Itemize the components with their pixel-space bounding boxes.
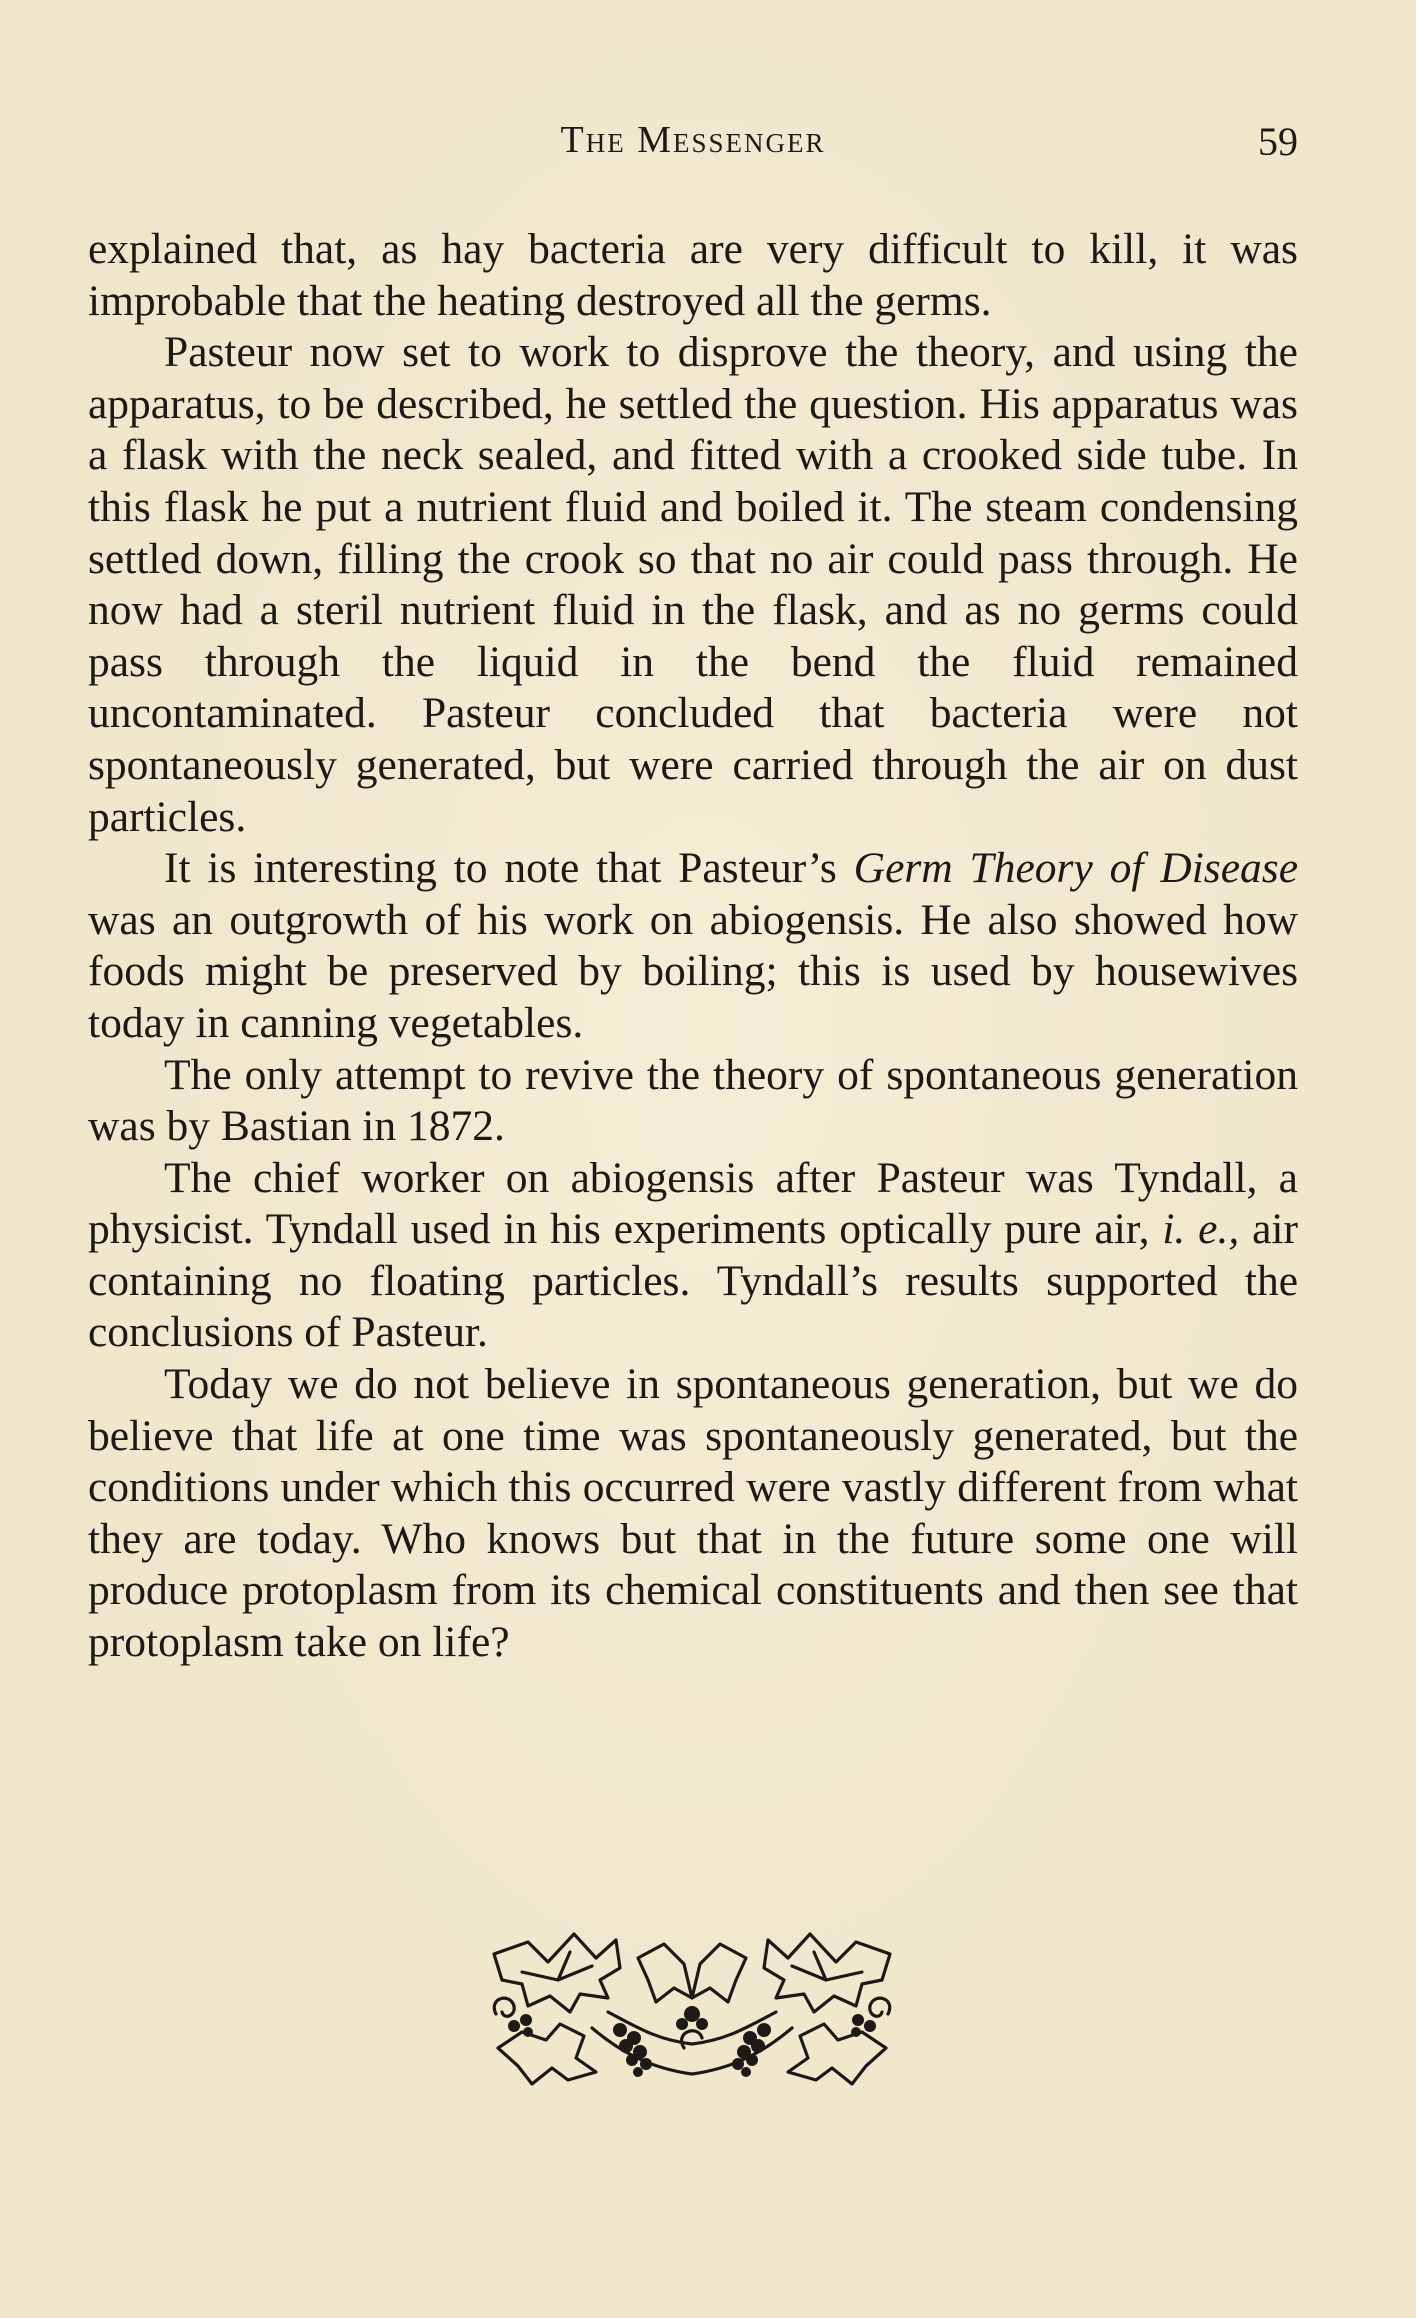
page-number: 59 xyxy=(1258,119,1298,164)
abbreviation-italic: i. e., xyxy=(1162,1205,1240,1254)
book-title-italic: Germ Theory of Disease xyxy=(853,844,1298,893)
paragraph-germ-theory xyxy=(88,843,1298,1049)
paragraph-bastian xyxy=(88,1050,1298,1153)
running-title: The Messenger xyxy=(560,119,826,161)
paragraph-text: The chief worker on abiogensis after Pasteur was Tyndall, a physicist. Tyndall used in his experiments optically pure air, xyxy=(88,1153,1298,1254)
paragraph-text: air containing no floating particles. Tyndall’s results supported the conclusions of Pasteur. xyxy=(88,1205,1298,1357)
paragraph-text: It is interesting to note that Pasteur’s xyxy=(164,844,854,893)
paragraph-continued xyxy=(88,224,1298,327)
paragraph-text: Pasteur now set to work to disprove the theory, and using the apparatus, to be described, he settled the question. His apparatus was a flask with the neck sealed, and fitted with a crooked side tube. In this flask he put a nutrient fluid and boiled it. The steam condensing settled down, filling the crook so that no air could pass through. He now had a steril nutrient fluid in the flask, and as no germs could pass through the liquid in the bend the fluid remained uncontaminated. Pasteur concluded that bacteria were not spontaneously generated, but were carried through the air on dust particles. xyxy=(88,328,1298,841)
paragraph-conclusion xyxy=(88,1359,1298,1669)
article-body xyxy=(88,224,1298,1669)
grape-leaf-ornament-icon xyxy=(488,1928,896,2088)
paragraph-pasteur-apparatus xyxy=(88,327,1298,843)
running-head xyxy=(88,118,1298,178)
paragraph-text: Today we do not believe in spontaneous generation, but we do believe that life at one time was spontaneously generated, but the conditions under which this occurred were vastly different from what they are today. Who knows but that in the future some one will produce protoplasm from its chemical constituents and then see that protoplasm take on life? xyxy=(88,1360,1298,1667)
paragraph-text: The only attempt to revive the theory of spontaneous generation was by Bastian in 1872. xyxy=(88,1050,1298,1151)
paragraph-tyndall xyxy=(88,1153,1298,1359)
paragraph-text: was an outgrowth of his work on abiogensis. He also showed how foods might be preserved by boiling; this is used by housewives today in canning vegetables. xyxy=(88,895,1298,1047)
paragraph-text: explained that, as hay bacteria are very difficult to kill, it was improbable that the heating destroyed all the germs. xyxy=(88,225,1298,325)
